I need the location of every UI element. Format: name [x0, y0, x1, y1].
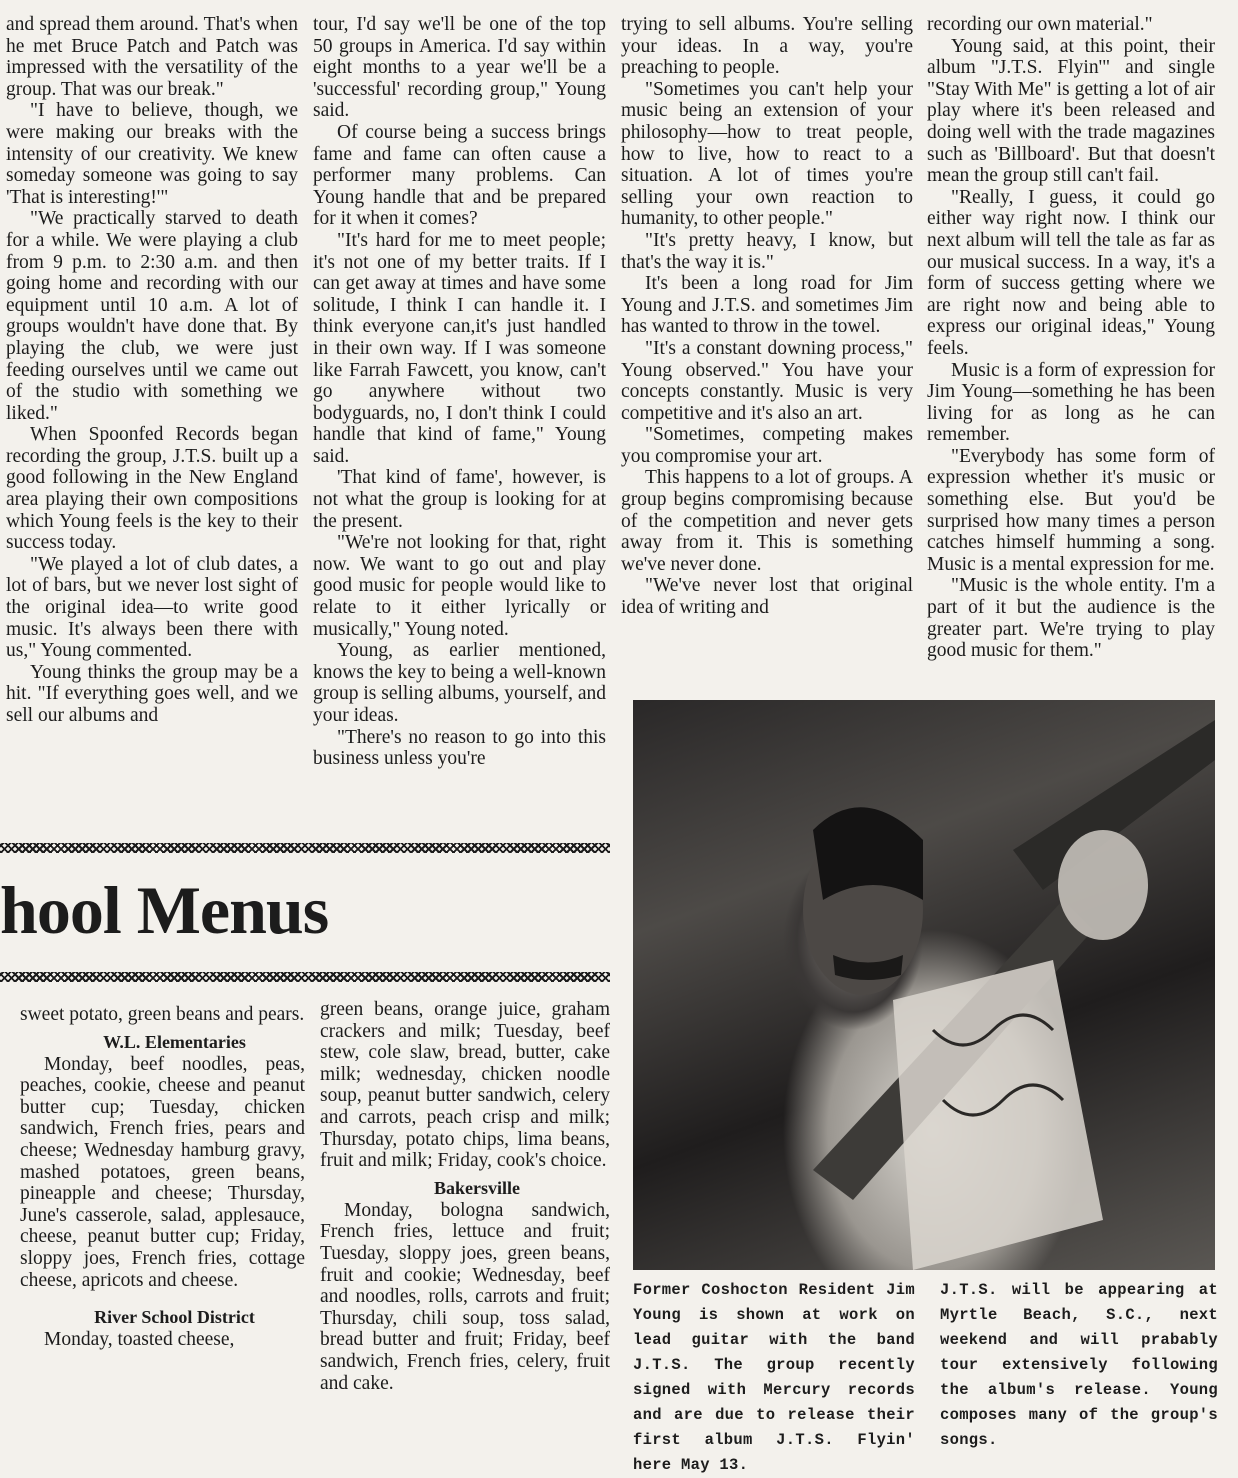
paragraph: "It's hard for me to meet people; it's not one of my better traits. If I can get away at times and have some solitude, I think I can handle it. I think everyone can,it's just handled in their own way. If I was someone like Farrah Fawcett, you know, can't go anywhere without two bodyguards, no, I don't think I could handle that kind of fame," Young said. [313, 229, 606, 467]
paragraph: "Sometimes you can't help your music being an extension of your philosophy—how to treat people, how to live, how to react to a situation. A lot of times you're selling your own reaction to humanity, to other people." [621, 78, 913, 230]
paragraph: This happens to a lot of groups. A group begins compromising because of the competition and never gets away from it. This is something we've never done. [621, 467, 913, 575]
guitarist-photo [633, 700, 1215, 1270]
menu-heading-river: River School District [94, 1307, 255, 1328]
paragraph: "There's no reason to go into this business unless you're [313, 726, 606, 770]
paragraph: "It's a constant downing process," Young observed." You have your concepts constantly. Music is very competitive and it's also an art. [621, 337, 913, 424]
article-column-1 [6, 14, 298, 727]
article-column-3 [621, 14, 913, 619]
guitar-illustration [633, 700, 1215, 1270]
paragraph: "We're not looking for that, right now. We want to go out and play good music for people would like to relate to it either lyrically or musically," Young noted. [313, 532, 606, 640]
paragraph: Young said, at this point, their album "J.T.S. Flyin'" and single "Stay With Me" is getting a lot of air play where it's been released and doing well with the trade magazines such as 'Billboard'. But that doesn't mean the group still can't fail. [927, 35, 1215, 187]
paragraph: 'That kind of fame', however, is not what the group is looking for at the present. [313, 467, 606, 532]
paragraph: "Sometimes, competing makes you compromise your art. [621, 424, 913, 467]
paragraph: "Music is the whole entity. I'm a part of it but the audience is the greater part. We're trying to play good music for them." [927, 575, 1215, 662]
menu-heading-bakersville: Bakersville [434, 1177, 520, 1198]
article-column-4 [927, 14, 1215, 662]
paragraph: Young thinks the group may be a hit. "If everything goes well, and we sell our albums and [6, 661, 298, 726]
paragraph: Music is a form of expression for Jim Young—something he has been living for as long as he can remember. [927, 359, 1215, 446]
paragraph: "Really, I guess, it could go either way right now. I think our next album will tell the tale as far as our musical success. In a way, it's a form of success getting where we are right now and being able to express our original ideas," Young feels. [927, 186, 1215, 359]
menu-text: sweet potato, green beans and pears. [20, 1004, 305, 1025]
paragraph: "Everybody has some form of expression whether it's music or something else. But you'd be surprised how many times a person catches himself humming a song. Music is a mental expression for me. [927, 445, 1215, 575]
paragraph: trying to sell albums. You're selling your ideas. In a way, you're preaching to people. [621, 14, 913, 79]
top-divider-rule [0, 843, 610, 853]
bottom-divider-rule [0, 972, 610, 982]
menu-heading-wl: W.L. Elementaries [103, 1031, 246, 1052]
paragraph: "It's pretty heavy, I know, but that's the way it is." [621, 229, 913, 273]
photo-caption-right: J.T.S. will be appearing at Myrtle Beach, S.C., next weekend and will prabably tour extensively following the album's release. Young composes many of the group's songs. [940, 1281, 1218, 1449]
paragraph: It's been a long road for Jim Young and J.T.S. and sometimes Jim has wanted to throw in the towel. [621, 273, 913, 338]
menu-text: Monday, toasted cheese, [44, 1329, 235, 1351]
photo-caption-left: Former Coshocton Resident Jim Young is shown at work on lead guitar with the band J.T.S. The group recently signed with Mercury records and are due to release their first album J.T.S. Flyin' here May 13. [633, 1281, 915, 1474]
paragraph: Of course being a success brings fame and fame can often cause a performer many problems. Can Young handle that and be prepared for it when it comes? [313, 121, 606, 230]
menu-text: green beans, orange juice, graham crackers and milk; Tuesday, beef stew, cole slaw, bread, butter, cake milk; wednesday, chicken noodle soup, peanut butter sandwich, celery and carrots, peach crisp and milk; Thursday, potato chips, lima beans, fruit and milk; Friday, cook's choice. [320, 999, 610, 1172]
menu-column-1 [20, 1004, 305, 1351]
section-headline: hool Menus [0, 872, 329, 948]
paragraph: tour, I'd say we'll be one of the top 50 groups in America. I'd say within eight months to a year we'll be a 'successful' recording group," Young said. [313, 14, 606, 122]
paragraph: "I have to believe, though, we were making our breaks with the intensity of our creativity. We knew someday someone was going to say 'That is interesting!'" [6, 100, 298, 208]
menu-text: Monday, bologna sandwich, French fries, lettuce and fruit; Tuesday, sloppy joes, green beans, fruit and cookie; Wednesday, beef and noodles, rolls, carrots and fruit; Thursday, chili soup, toss salad, bread butter and fruit; Friday, beef sandwich, French fries, celery, fruit and cake. [320, 1199, 610, 1394]
menu-text: Monday, beef noodles, peas, peaches, cookie, cheese and peanut butter cup; Tuesday, chicken sandwich, French fries, pears and cheese; Wednesday hamburg gravy, mashed potatoes, green beans, pineapple and cheese; Thursday, June's casserole, salad, applesauce, cheese, peanut butter cup; Friday, sloppy joes, French fries, cottage cheese, apricots and cheese. [20, 1053, 305, 1291]
paragraph: Young, as earlier mentioned, knows the key to being a well-known group is selling albums, yourself, and your ideas. [313, 640, 607, 726]
paragraph: "We practically starved to death for a while. We were playing a club from 9 p.m. to 2:30 a.m. and then going home and recording with our equipment until 10 a.m. A lot of groups wouldn't have done that. By playing the club, we were just feeding ourselves until we came out of the studio with something we liked." [6, 208, 298, 424]
paragraph: "We've never lost that original idea of writing and [621, 575, 913, 619]
paragraph: When Spoonfed Records began recording the group, J.T.S. built up a good following in the New England area playing their own compositions which Young feels is the key to their success today. [6, 424, 298, 554]
menu-column-2 [320, 999, 610, 1394]
paragraph: recording our own material." [927, 14, 1153, 35]
article-column-2 [313, 14, 606, 770]
paragraph: and spread them around. That's when he met Bruce Patch and Patch was impressed with the versatility of the group. That was our break." [6, 14, 298, 100]
paragraph: "We played a lot of club dates, a lot of bars, but we never lost sight of the original idea—to write good music. It's always been there with us," Young commented. [6, 553, 298, 662]
